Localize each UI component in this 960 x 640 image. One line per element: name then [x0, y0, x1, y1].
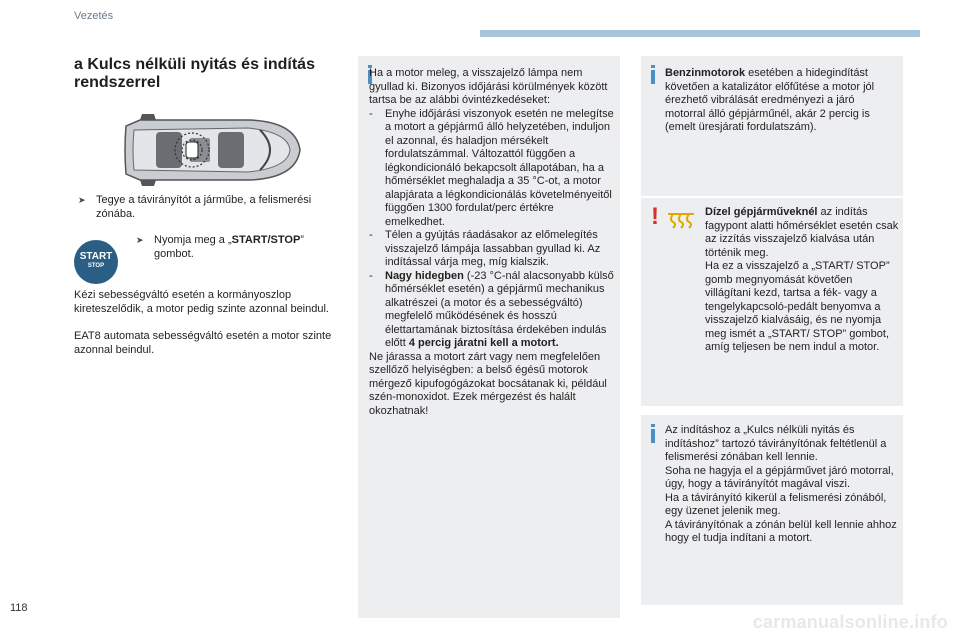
arrow-icon: ➤ [78, 195, 86, 205]
arrow-icon: ➤ [136, 235, 144, 245]
car-top-view-icon [120, 112, 306, 188]
list-item: - Nagy hidegben (-23 °C-nál alacsonyabb külső hőmérséklet esetén) a gépjármű mechanikus alkatrészei (a motor és a sebességváltó) megfelelő működésének és hosszú élettartamának biztosítása érdekében indulás előtt 4 percig járatni kell a motort. [369, 269, 614, 349]
instruction-start-stop: ➤ Nyomja meg a „START/STOP” gombot. [136, 234, 304, 260]
info-icon [651, 429, 655, 443]
info-icon [651, 70, 655, 84]
list-item: - Enyhe időjárási viszonyok esetén ne melegítse a motort a gépjármű álló helyzetében, induljon el azonnal, és haladjon mérsékelt fordulatszámmal. Változattól függően a légkondicionáló bekapcsolt állapotában, ha a hőmérséklet meghaladja a 35 °C-ot, a motor alapjárata a légkondicionálás követelményeitől függően 1300 fordulat/perc értékre emelkedhet. [369, 107, 614, 228]
info-icon-dot [651, 424, 655, 427]
page-number: 118 [10, 602, 28, 614]
left-column [74, 56, 346, 92]
header-bar [480, 30, 920, 37]
warm-engine-intro: Ha a motor meleg, a visszajelző lámpa nem gyullad ki. Bizonyos időjárási körülmények között tartsa be az alábbi óvintézkedéseket: [369, 67, 608, 106]
remote-box [641, 415, 903, 605]
petrol-text: Benzinmotorok esetében a hidegindítást követően a katalizátor előfűtése a motor jól érezhető vibrálását eredményezi a járó motorral álló gépjárműnél, akár 2 percig is (emelt üresjárati fordulatszám). [665, 67, 875, 133]
instruction-remote: ➤ Tegye a távirányítót a járműbe, a felismerési zónába. [78, 194, 312, 220]
section-title: a Kulcs nélküli nyitás és indítás rendszerrel [74, 56, 315, 91]
list-item: - Télen a gyújtás ráadásakor az előmelegítés visszajelző lámpája lassabban gyullad ki. Az indítással várja meg, míg kialszik. [369, 229, 601, 268]
car-illustration [120, 112, 306, 188]
watermark: carmanualsonline.info [752, 612, 948, 632]
exhaust-warning: Ne járassa a motort zárt vagy nem megfelelően szellőző helyiségben: a belső égésű motorok mérgező kipufogógázokat bocsátanak ki, például szén-monoxidot. Ezek mérgezést és halált okozhatnak! [369, 350, 607, 417]
section-header: Vezetés [74, 10, 114, 22]
petrol-box [641, 56, 903, 196]
glow-plug-icon [666, 210, 696, 230]
start-stop-button-icon: START STOP [74, 240, 118, 284]
warning-icon: ! [651, 203, 659, 230]
diesel-text: Dízel gépjárműveknél az indítás fagypont alatti hőmérséklet esetén csak az izzítás visszajelző kialvása után történik meg. Ha ez a visszajelző a „START/ STOP” gomb megnyomását követően villágítani kezd, tartsa a fék- vagy a tengelykapcsoló-pedált benyomva a visszajelző kialvásáig, és ne nyomja meg ismét a „START/ STOP” gombot, amíg teljesen be nem indul a motor. [705, 206, 899, 353]
auto-gearbox-text: EAT8 automata sebességváltó esetén a motor szinte azonnal beindul. [74, 330, 332, 356]
manual-gearbox-text: Kézi sebességváltó esetén a kormányoszlop kireteszelődik, a motor pedig szinte azonnal beindul. [74, 289, 329, 315]
warm-engine-content [369, 67, 615, 418]
remote-text: Az indításhoz a „Kulcs nélküli nyitás és indításhoz” tartozó távirányítónak feltétlenül a felismerési zónában kell lennie. Soha ne hagyja el a gépjárművet járó motorral, úgy, hogy a távirányítót magával viszi. Ha a távirányító kikerül a felismerési zónából, egy üzenet jelenik meg. A távirányítónak a zónán belül kell lennie ahhoz hogy el tudja indítani a motort. [665, 424, 897, 544]
info-icon-dot [651, 65, 655, 68]
warm-engine-box [358, 56, 620, 618]
